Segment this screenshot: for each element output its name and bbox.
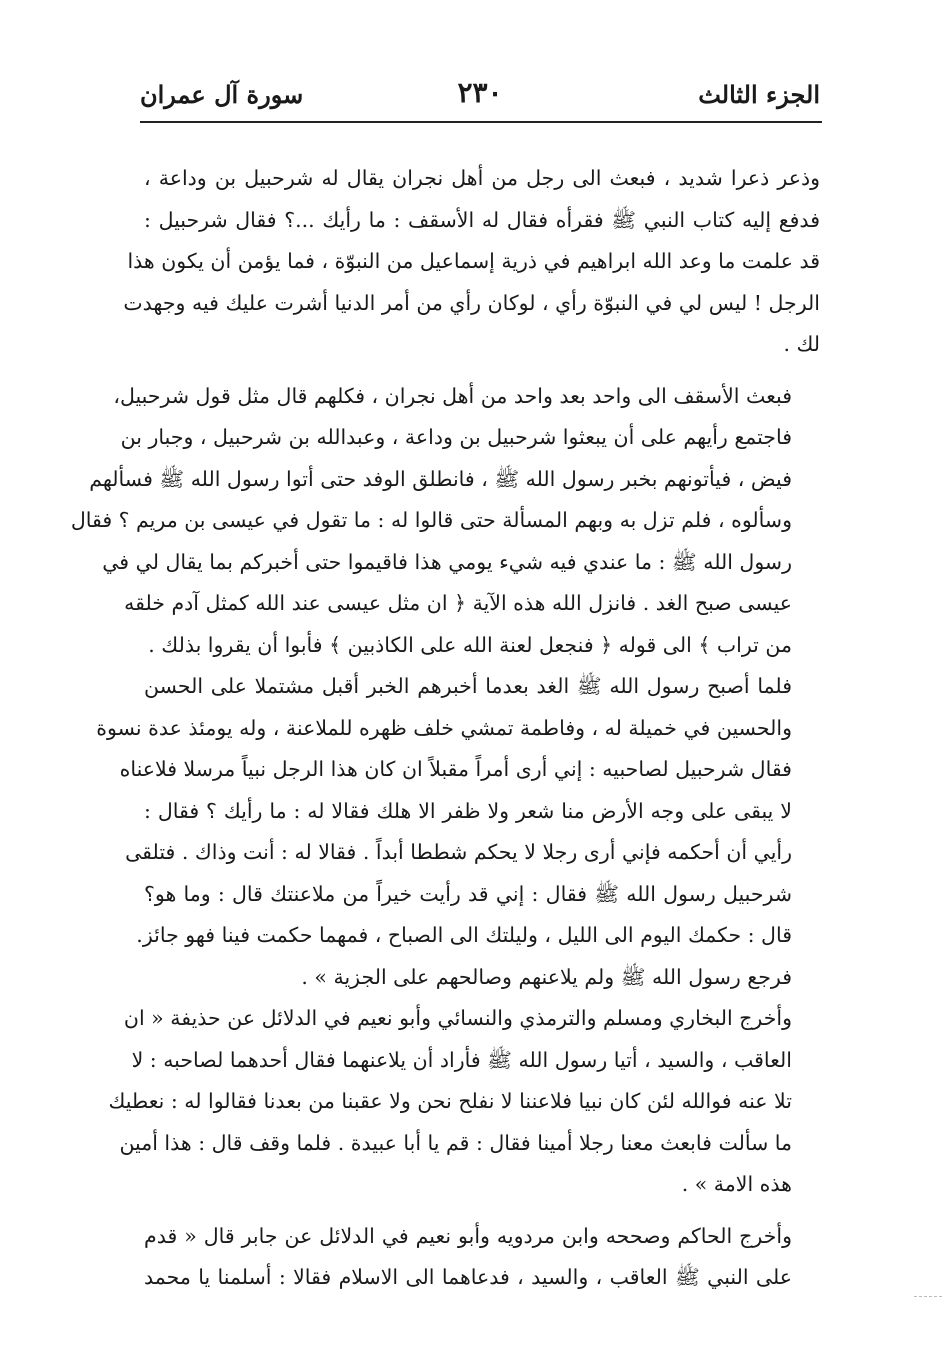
text-line: على النبي ﷺ العاقب ، والسيد ، فدعاهما الى الاسلام فقالا : أسلمنا يا محمد: [144, 1265, 792, 1289]
text-line: فلما أصبح رسول الله ﷺ الغد بعدما أخبرهم الخبر أقبل مشتملا على الحسن: [144, 674, 792, 698]
paragraph: [123, 158, 820, 366]
text-line: وذعر ذعرا شديد ، فبعث الى رجل من أهل نجران يقال له شرحبيل بن وداعة ،: [144, 166, 820, 190]
text-line: رأيي أن أحكمه فإني أرى رجلا لا يحكم شططا أبداً . فقالا له : أنت وذاك . فتلقى: [125, 840, 792, 864]
text-line: فرجع رسول الله ﷺ ولم يلاعنهم وصالحهم على الجزية » .: [301, 964, 792, 989]
body-text: [70, 158, 820, 1299]
text-line: لك .: [783, 332, 820, 356]
header-divider: [140, 121, 822, 123]
text-line: الرجل ! ليس لي في النبوّة رأي ، لوكان رأي من أمر الدنيا أشرت عليك فيه وجهدت: [123, 290, 820, 315]
scan-mark: [914, 1296, 942, 1298]
text-line: لا يبقى على وجه الأرض منا شعر ولا ظفر الا هلك فقالا له : ما رأيك ؟ فقال :: [144, 798, 792, 823]
text-line: رسول الله ﷺ : ما عندي فيه شيء يومي هذا فاقيموا حتى أخبركم بما يقال لي في: [102, 549, 792, 574]
text-line: فاجتمع رأيهم على أن يبعثوا شرحبيل بن وداعة ، وعبدالله بن شرحبيل ، وجبار بن: [120, 425, 792, 449]
text-line: ما سألت فابعث معنا رجلا أمينا فقال : قم يا أبا عبيدة . فلما وقف قال : هذا أمين: [119, 1130, 792, 1155]
text-line: العاقب ، والسيد ، أتيا رسول الله ﷺ فأراد أن يلاعنهما فقال أحدهما لصاحبه : لا: [131, 1047, 792, 1072]
page-header: [140, 74, 820, 118]
text-line: قد علمت ما وعد الله ابراهيم في ذرية إسماعيل من النبوّة ، فما يؤمن أن يكون هذا: [127, 249, 820, 273]
text-line: فقال شرحبيل لصاحبيه : إني أرى أمراً مقبلاً ان كان هذا الرجل نبياً مرسلا فلاعناه: [119, 757, 792, 781]
text-line: قال : حكمك اليوم الى الليل ، وليلتك الى الصباح ، فمهما حكمت فينا فهو جائز.: [136, 923, 792, 947]
text-line: تلا عنه فوالله لئن كان نبيا فلاعننا لا نفلح نحن ولا عقبنا من بعدنا فقالوا له : نعطيك: [108, 1089, 792, 1113]
text-line: هذه الامة » .: [681, 1172, 792, 1196]
text-line: من تراب ﴾ الى قوله ﴿ فنجعل لعنة الله على الكاذبين ﴾ فأبوا أن يقروا بذلك .: [148, 632, 792, 657]
text-line: وسألوه ، فلم تزل به وبهم المسألة حتى قالوا له : ما تقول في عيسى بن مريم ؟ فقال: [70, 508, 792, 532]
surah-title: سورة آل عمران: [140, 80, 304, 109]
text-line: وأخرج الحاكم وصححه وابن مردويه وأبو نعيم في الدلائل عن جابر قال « قدم: [144, 1223, 792, 1248]
paragraph: [96, 666, 820, 998]
paragraph: [70, 376, 820, 667]
text-line: شرحبيل رسول الله ﷺ فقال : إني قد رأيت خيراً من ملاعنتك قال : وما هو؟: [144, 881, 792, 906]
text-line: فبعث الأسقف الى واحد بعد واحد من أهل نجران ، فكلهم قال مثل قول شرحبيل،: [113, 383, 792, 408]
paragraph: [144, 1216, 820, 1299]
text-line: فيض ، فيأتونهم بخبر رسول الله ﷺ ، فانطلق الوفد حتى أتوا رسول الله ﷺ فسألهم: [89, 466, 792, 491]
page-number: ٢٣٠: [457, 76, 503, 109]
paragraph: [108, 998, 820, 1206]
text-line: والحسين في خميلة له ، وفاطمة تمشي خلف ظهره للملاعنة ، وله يومئذ عدة نسوة: [96, 715, 792, 740]
text-line: وأخرج البخاري ومسلم والترمذي والنسائي وأبو نعيم في الدلائل عن حذيفة « ان: [123, 1006, 792, 1030]
text-line: فدفع إليه كتاب النبي ﷺ فقرأه فقال له الأسقف : ما رأيك ...؟ فقال شرحبيل :: [144, 207, 820, 232]
text-line: عيسى صبح الغد . فانزل الله هذه الآية ﴿ ان مثل عيسى عند الله كمثل آدم خلقه: [124, 591, 792, 615]
part-title: الجزء الثالث: [698, 80, 820, 109]
